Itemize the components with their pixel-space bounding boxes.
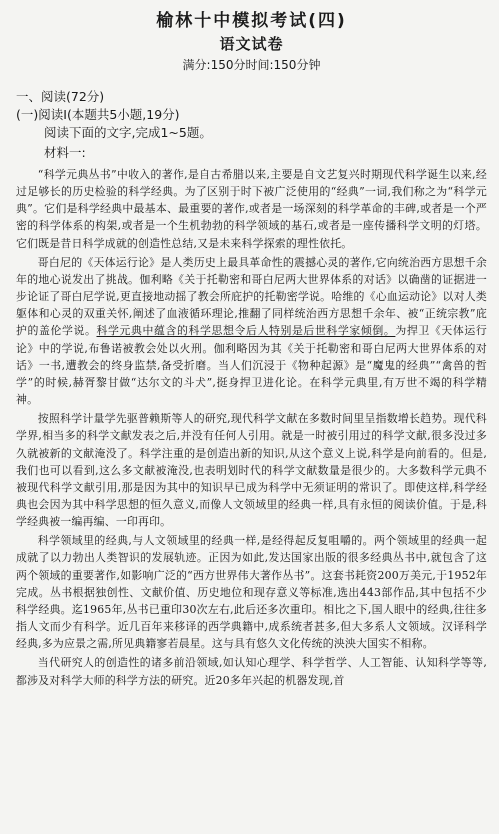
paragraph-2-rest: 为捍卫《天体运行论》中的学说,布鲁诺被教会处以火刑。伽利略因为其《关于托勒密和哥白尼两大世界体系的对话》一书,遭教会的终身监禁,备受折磨。当人们沉浸于《物种起源》是“魔鬼的经典”“禽兽的哲学”的时候,赫胥黎甘做“达尔文的斗犬”,挺身捍卫进化论。在科学元典里,有万世不竭的科学精神。 (16, 324, 487, 407)
underlined-sentence: 科学元典中蕴含的科学思想令后人特别是后世科学家倾倒。 (96, 324, 396, 338)
paragraph-5: 当代研究人的创造性的诸多前沿领域,如认知心理学、科学哲学、人工智能、认知科学等等,都涉及对科学大师的科学方法的研究。近20多年兴起的机器发现,首 (16, 656, 487, 687)
paragraph-3: 按照科学计量学先驱普赖斯等人的研究,现代科学文献在多数时间里呈指数增长趋势。现代科学界,相当多的科学文献发表之后,并没有任何人引用。就是一时被引用过的科学文献,很多没过多久就被新的文献淹没了。科学注重的是创造出新的知识,从这个意义上说,科学是向前看的。但是,我们也可以看到,这么多文献被淹没,也表明划时代的科学文献数量是很少的。大多数科学元典不被现代科学文献引用,那是因为其中的知识早已成为科学中无须证明的常识了。即使这样,科学经典也会因为其中科学思想的恒久意义,而像人文领域里的经典一样,具有永恒的阅读价值。于是,科学经典被一编再编、一印再印。 (16, 412, 487, 529)
exam-subtitle: 语文试卷 (219, 35, 284, 53)
paragraph-4: 科学领域里的经典,与人文领域里的经典一样,是经得起反复咀嚼的。两个领域里的经典一起成就了以力勃出人类智识的发展轨迹。正因为如此,发达国家出版的很多经典丛书中,就包含了这两个领域的重要著作,如影响广泛的“西方世界伟大著作丛书”。这套书耗资200万美元,于1952年完成。丛书根据独创性、文献价值、历史地位和现存意义等标准,选出443部作品,其中包括不少科学经典。迄1965年,丛书已重印30次左右,此后还多次重印。相比之下,国人眼中的经典,往往多指人文而少有科学。近几百年来移译的西学典籍中,成系统者甚多,但大多系人文领域。汉译科学经典,多为应景之需,所见典籍寥若晨星。这与具有悠久文化传统的泱泱大国实不相称。 (16, 534, 487, 651)
paragraph-1: “科学元典丛书”中收入的著作,是自古希腊以来,主要是自文艺复兴时期现代科学诞生以来,经过足够长的历史检验的科学经典。为了区别于时下被广泛使用的“经典”一词,我们称之为“科学元典”。它们是科学经典中最基本、最重要的著作,或者是一场深刻的科学革命的丰碑,或者是一个严密的科学体系的构架,或者是一个生机勃勃的科学领域的基石,或者是一座传播科学文明的灯塔。它们既是昔日科学成就的创造性总结,又是未来科学探索的理性依托。 (16, 168, 487, 250)
part-heading: (一)阅读Ⅰ(本题共5小题,19分) (16, 107, 180, 122)
exam-title: 榆林十中模拟考试(四) (156, 11, 347, 31)
score-time-line: 满分:150分时间:150分钟 (182, 58, 321, 72)
section-heading: 一、阅读(72分) (16, 89, 105, 104)
material-label: 材料一: (44, 145, 86, 160)
instruction-line: 阅读下面的文字,完成1~5题。 (44, 125, 212, 140)
paragraph-2 (16, 254, 487, 408)
paragraph-2-lead: 哥白尼的《天体运行论》是人类历史上最具革命性的震撼心灵的著作,它向统治西方思想千余年的地心说发出了挑战。伽利略《关于托勒密和哥白尼两大世界体系的对话》以确凿的证据进一步论证了哥白尼学说,更直接地动摇了教会所庇护的托勒密学说。哈维的《心血运动论》以对人类躯体和心灵的双重关怀,阐述了血液循环理论,推翻了同样统治西方思想千余年、被“正统宗教”庇护的盖伦学说。 (16, 255, 487, 338)
